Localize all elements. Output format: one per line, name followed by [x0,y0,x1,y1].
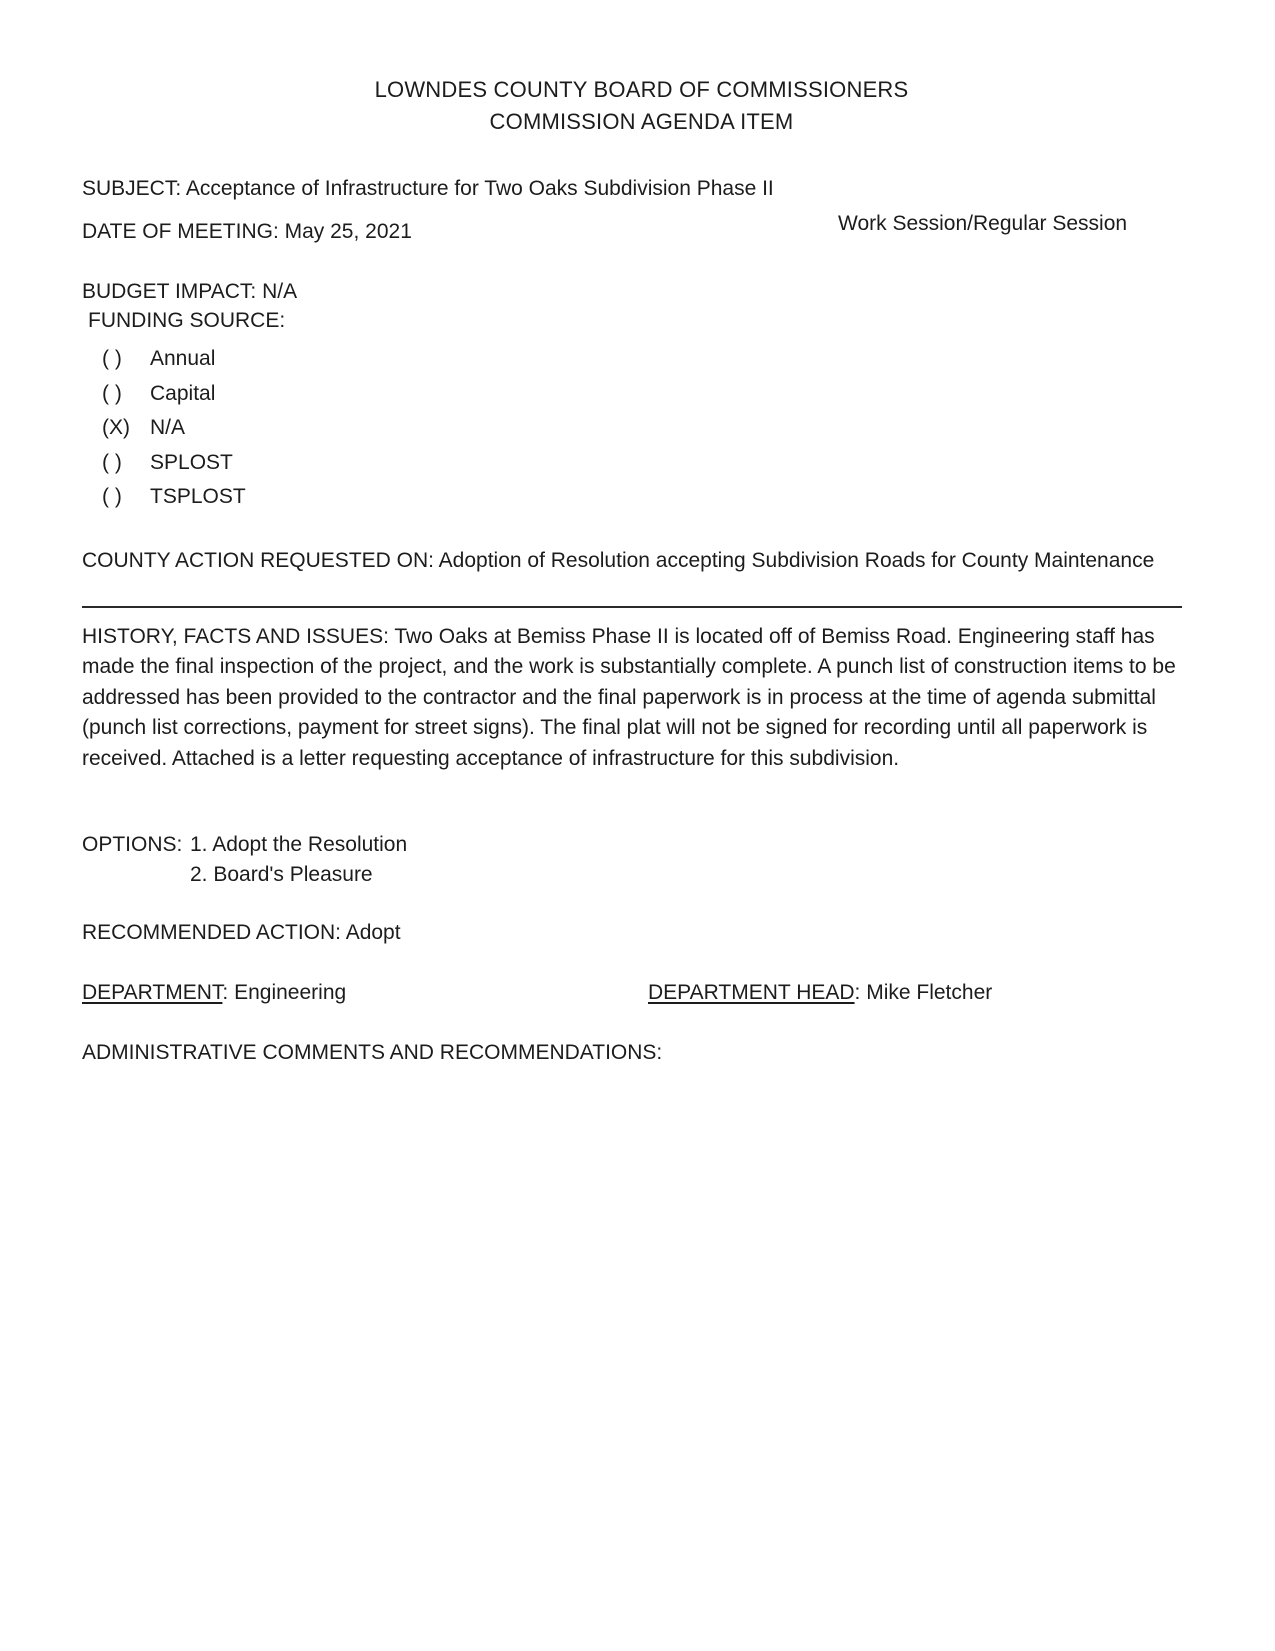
budget-impact: BUDGET IMPACT: N/A [82,280,298,303]
history-facts-issues: HISTORY, FACTS AND ISSUES: Two Oaks at Bemiss Phase II is located off of Bemiss Road. Engineering staff has made the final inspection of the project, and the work is substantially complete. A punch list of construction items to be addressed has been provided to the contractor and the final paperwork is in process at the time of agenda submittal (punch list corrections, payment for street signs). The final plat will not be signed for recording until all paperwork is received. Attached is a letter requesting acceptance of infrastructure for this subdivision. [82,625,1176,770]
funding-source-list [102,342,246,515]
department-head [648,978,992,1007]
section-divider [82,606,1182,608]
funding-checkbox: ( ) [102,450,122,474]
department-head-label: DEPARTMENT HEAD [648,981,855,1004]
funding-source-label: FUNDING SOURCE: [88,309,286,332]
subject-line: SUBJECT: Acceptance of Infrastructure for Two Oaks Subdivision Phase II [82,177,774,200]
funding-option-label: Annual [150,347,216,370]
recommended-action: RECOMMENDED ACTION: Adopt [82,921,401,944]
funding-option-na [102,411,246,446]
funding-option-capital [102,377,246,412]
funding-checkbox: (X) [102,416,130,440]
funding-option-annual [102,342,246,377]
county-action-requested: COUNTY ACTION REQUESTED ON: Adoption of Resolution accepting Subdivision Roads for County Maintenance [82,549,1155,572]
department-head-value: : Mike Fletcher [854,981,993,1004]
funding-option-label: N/A [150,416,186,440]
administrative-comments-label: ADMINISTRATIVE COMMENTS AND RECOMMENDATIONS: [82,1041,663,1064]
department-label: DEPARTMENT [82,981,223,1004]
document-subtitle: COMMISSION AGENDA ITEM [489,109,794,134]
department [82,978,346,1007]
funding-option-label: Capital [150,381,216,405]
options-label: OPTIONS: [82,833,183,856]
funding-option-tsplost [102,480,246,515]
option-item: 2. Board's Pleasure [190,863,373,886]
department-value: : Engineering [222,981,347,1004]
funding-checkbox: ( ) [102,485,122,509]
meeting-date: DATE OF MEETING: May 25, 2021 [82,220,412,243]
document-title: LOWNDES COUNTY BOARD OF COMMISSIONERS [374,77,909,102]
session-type: Work Session/Regular Session [838,212,1128,235]
funding-option-label: TSPLOST [150,485,246,509]
funding-checkbox: ( ) [102,347,122,370]
funding-option-splost [102,446,246,481]
funding-option-label: SPLOST [150,450,233,474]
option-item: 1. Adopt the Resolution [190,833,408,856]
funding-checkbox: ( ) [102,381,122,405]
